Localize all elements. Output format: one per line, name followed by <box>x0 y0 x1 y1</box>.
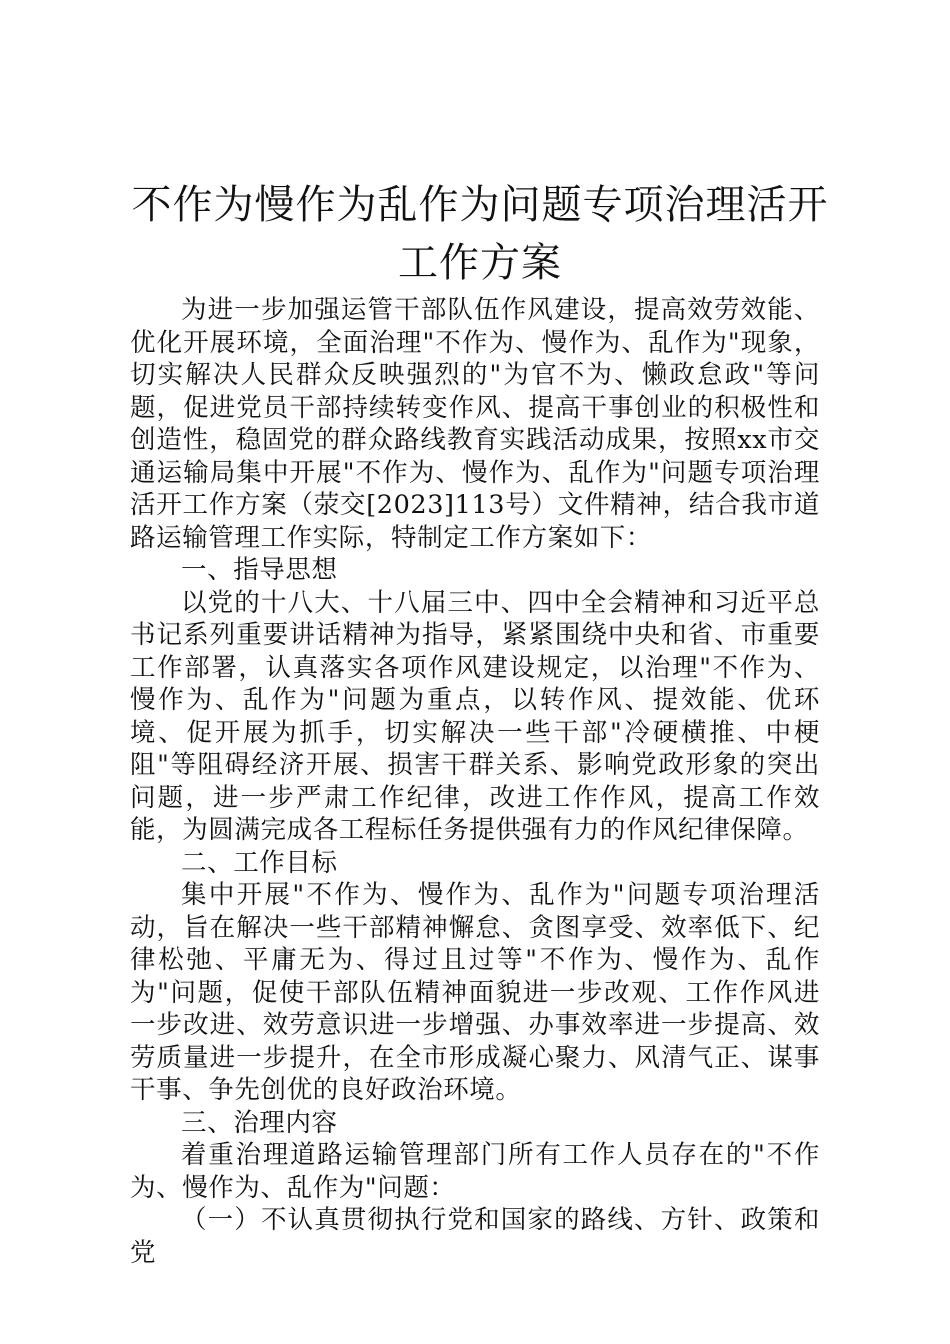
intro-paragraph: 为进一步加强运管干部队伍作风建设，提高效劳效能、优化开展环境，全面治理"不作为、慢作为、乱作为"现象，切实解决人民群众反映强烈的"为官不为、懒政怠政"等问题，促进党员干部持续转变作风、提高干事创业的积极性和创造性，稳固党的群众路线教育实践活动成果，按照xx市交通运输局集中开展"不作为、慢作为、乱作为"问题专项治理活开工作方案（荥交[2023]113号）文件精神，结合我市道路运输管理工作实际，特制定工作方案如下： <box>130 295 820 553</box>
guiding-ideology-paragraph: 以党的十八大、十八届三中、四中全会精神和习近平总书记系列重要讲话精神为指导，紧紧围绕中央和省、市重要工作部署，认真落实各项作风建设规定，以治理"不作为、慢作为、乱作为"问题为重点，以转作风、提效能、优环境、促开展为抓手，切实解决一些干部"冷硬横推、中梗阻"等阻碍经济开展、损害干群关系、影响党政形象的突出问题，进一步严肃工作纪律，改进工作作风，提高工作效能，为圆满完成各工程标任务提供强有力的作风纪律保障。 <box>130 587 820 845</box>
governance-item-1: （一）不认真贯彻执行党和国家的路线、方针、政策和党 <box>130 1205 820 1268</box>
section-heading-work-goals: 二、工作目标 <box>181 847 338 878</box>
work-goals-paragraph: 集中开展"不作为、慢作为、乱作为"问题专项治理活动，旨在解决一些干部精神懈怠、贪图享受、效率低下、纪律松弛、平庸无为、得过且过等"不作为、慢作为、乱作为"问题，促使干部队伍精神面貌进一步改观、工作作风进一步改进、效劳意识进一步增强、办事效率进一步提高、效劳质量进一步提升，在全市形成凝心聚力、风清气正、谋事干事、争先创优的良好政治环境。 <box>130 880 820 1105</box>
document-title: 不作为慢作为乱作为问题专项治理活开工作方案 <box>131 182 829 286</box>
section-heading-governance-content: 三、治理内容 <box>181 1107 338 1138</box>
document-body <box>130 294 820 1269</box>
governance-content-paragraph: 着重治理道路运输管理部门所有工作人员存在的"不作为、慢作为、乱作为"问题： <box>130 1140 820 1203</box>
section-heading-guiding-ideology: 一、指导思想 <box>181 555 338 585</box>
